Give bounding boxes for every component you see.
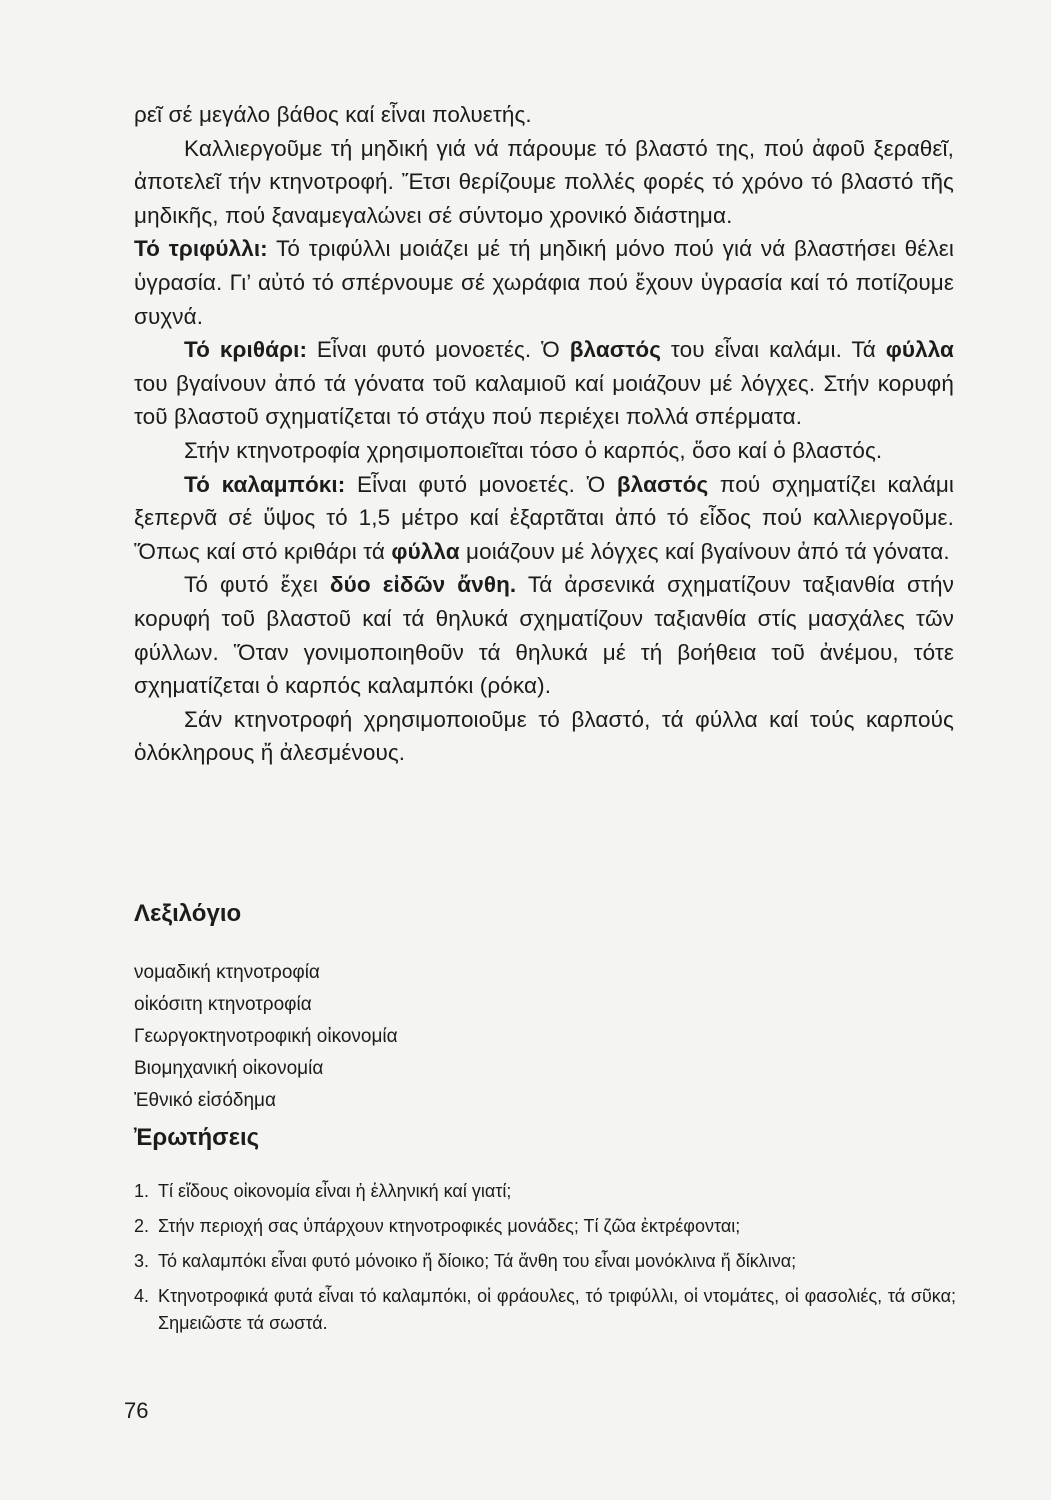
vocabulary-item: νομαδική κτηνοτροφία xyxy=(134,962,320,983)
paragraph xyxy=(134,98,954,132)
paragraph xyxy=(134,333,954,434)
vocabulary-list xyxy=(134,957,834,1117)
bold-term: Τό καλαμπόκι: xyxy=(184,471,346,497)
bold-term: δύο εἰδῶν ἄνθη. xyxy=(329,572,517,598)
text-run: Στήν κτηνοτροφία χρησιμοποιεῖται τόσο ὁ καρπός, ὅσο καί ὁ βλαστός. xyxy=(184,437,883,463)
question-item xyxy=(134,1178,956,1205)
bold-term: φύλλα xyxy=(885,337,954,363)
questions-list xyxy=(134,1178,956,1345)
text-run: Εἶναι φυτό μονοετές. Ὁ xyxy=(307,337,570,363)
question-number: 2. xyxy=(134,1216,150,1236)
vocabulary-item: Γεωργοκτηνοτροφική οἰκονομία xyxy=(134,1026,398,1047)
bold-term: φύλλα xyxy=(391,538,460,564)
question-number: 4. xyxy=(134,1286,150,1306)
bold-term: βλαστός xyxy=(616,471,709,497)
bold-term: Τό κριθάρι: xyxy=(184,337,308,363)
questions-heading: Ἐρωτήσεις xyxy=(134,1124,260,1151)
text-run: μοιάζουν μέ λόγχες καί βγαίνουν ἀπό τά γόνατα. xyxy=(459,538,950,564)
text-run: του βγαίνουν ἀπό τά γόνατα τοῦ καλαμιοῦ καί μοιάζουν μέ λόγχες. Στήν κορυφή τοῦ βλαστοῦ σχηματίζεται τό στάχυ πού περιέχει πολλά σπέρματα. xyxy=(134,370,954,430)
question-item xyxy=(134,1283,956,1337)
page-number: 76 xyxy=(124,1398,149,1423)
question-text: Κτηνοτροφικά φυτά εἶναι τό καλαμπόκι, οἱ φράουλες, τό τριφύλλι, οἱ ντομάτες, οἱ φασολιές, τά σῦκα; Σημειῶστε τά σωστά. xyxy=(158,1286,956,1333)
paragraph xyxy=(134,434,954,468)
question-text: Τό καλαμπόκι εἶναι φυτό μόνοικο ἤ δίοικο; Τά ἄνθη του εἶναι μονόκλινα ἤ δίκλινα; xyxy=(158,1251,797,1271)
text-run: ρεῖ σέ μεγάλο βάθος καί εἶναι πολυετής. xyxy=(134,102,532,127)
paragraph xyxy=(134,132,954,233)
question-number: 3. xyxy=(134,1251,150,1271)
question-item xyxy=(134,1248,956,1275)
main-text xyxy=(134,98,954,770)
vocabulary-heading: Λεξιλόγιο xyxy=(134,900,242,927)
question-text: Στήν περιοχή σας ὑπάρχουν κτηνοτροφικές μονάδες; Τί ζῶα ἐκτρέφονται; xyxy=(158,1216,741,1236)
vocabulary-item: οἰκόσιτη κτηνοτροφία xyxy=(134,994,312,1015)
paragraph xyxy=(134,568,954,702)
vocabulary-item: Βιομηχανική οἰκονομία xyxy=(134,1058,324,1079)
paragraph xyxy=(134,703,954,770)
bold-term: Τό τριφύλλι: xyxy=(134,236,268,262)
text-run: Τό φυτό ἔχει xyxy=(184,572,330,598)
question-number: 1. xyxy=(134,1181,150,1201)
vocabulary-item: Ἐθνικό εἰσόδημα xyxy=(134,1090,276,1111)
bold-term: βλαστός xyxy=(569,337,662,363)
paragraph xyxy=(134,232,954,333)
question-text: Τί εἴδους οἰκονομία εἶναι ἡ ἑλληνική καί γιατί; xyxy=(158,1181,512,1201)
text-run: Καλλιεργοῦμε τή μηδική γιά νά πάρουμε τό βλαστό της, πού ἀφοῦ ξεραθεῖ, ἀποτελεῖ τήν κτηνοτροφή. Ἔτσι θερίζουμε πολλές φορές τό χρόνο τό βλαστό τῆς μηδικῆς, πού ξαναμεγαλώνει σέ σύντομο χρονικό διάστημα. xyxy=(134,135,954,228)
text-run: του εἶναι καλάμι. Τά xyxy=(661,337,886,363)
text-run: πού σχηματίζει καλάμι ξεπερνᾶ σέ ὕψος τό 1,5 μέτρο καί ἐξαρτᾶται ἀπό τό εἶδος πού καλλιεργοῦμε. Ὅπως καί στό κριθάρι τά xyxy=(134,471,954,564)
text-run: Σάν κτηνοτροφή χρησιμοποιοῦμε τό βλαστό, τά φύλλα καί τούς καρπούς ὁλόκληρους ἤ ἀλεσμένους. xyxy=(134,706,954,766)
text-run: Εἶναι φυτό μονοετές. Ὁ xyxy=(345,471,617,497)
text-run: Τά ἀρσενικά σχηματίζουν ταξιανθία στήν κορυφή τοῦ βλαστοῦ καί τά θηλυκά σχηματίζουν ταξιανθία στίς μασχάλες τῶν φύλλων. Ὅταν γονιμοποιηθοῦν τά θηλυκά μέ τή βοήθεια τοῦ ἀνέμου, τότε σχηματίζεται ὁ καρπός καλαμπόκι (ρόκα). xyxy=(134,572,954,699)
text-run: Τό τριφύλλι μοιάζει μέ τή μηδική μόνο πού γιά νά βλαστήσει θέλει ὑγρασία. Γι’ αὐτό τό σπέρνουμε σέ χωράφια πού ἔχουν ὑγρασία καί τό ποτίζουμε συχνά. xyxy=(134,236,954,329)
question-item xyxy=(134,1213,956,1240)
paragraph xyxy=(134,468,954,569)
